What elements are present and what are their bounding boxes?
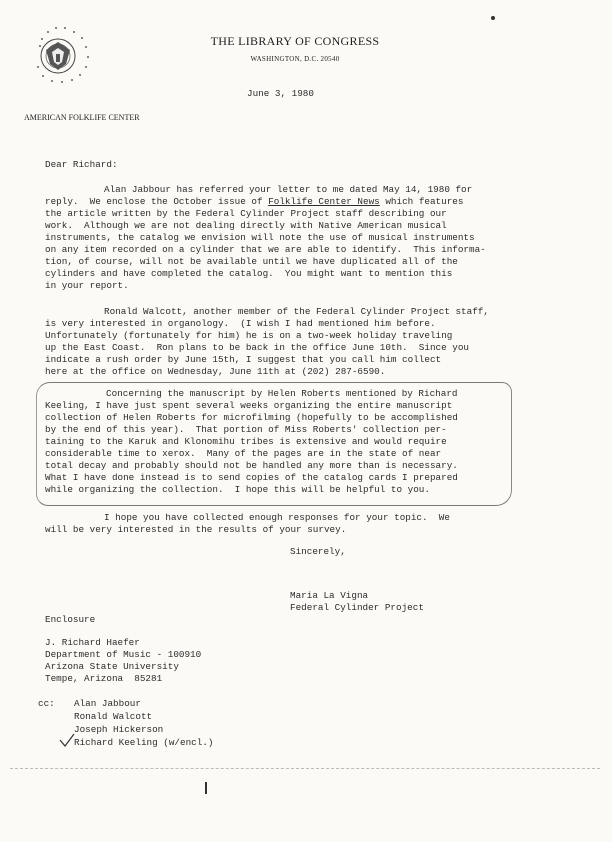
paragraph-4-line: will be very interested in the results of your survey. — [45, 524, 347, 535]
ink-spot — [491, 16, 495, 20]
paragraph-1-line: tion, of course, will not be available until we have duplicated all of the — [45, 256, 458, 267]
paragraph-1-line: instruments, the catalog we envision will note the use of musical instruments — [45, 232, 475, 243]
paragraph-2-line: is very interested in organology. (I wish I had mentioned him before. — [45, 318, 436, 329]
salutation: Dear Richard: — [45, 159, 118, 170]
paragraph-4-line: I hope you have collected enough responses for your topic. We — [104, 512, 450, 523]
letterhead-institution: THE LIBRARY OF CONGRESS — [210, 34, 380, 48]
cc-label: cc: — [38, 698, 55, 709]
paragraph-1-line: on any item recorded on a cylinder that we are able to identify. This informa- — [45, 244, 486, 255]
signer-title: Federal Cylinder Project — [290, 602, 424, 613]
newsletter-title: Folklife Center News — [268, 196, 380, 207]
letterhead-city: WASHINGTON, D.C. 20540 — [250, 55, 340, 63]
paragraph-1-text: reply. We enclose the October issue of — [45, 196, 269, 207]
paragraph-2-line: up the East Coast. Ron plans to be back in the office June 10th. Since you — [45, 342, 470, 353]
paragraph-2-line: here at the office on Wednesday, June 11th at (202) 287-6590. — [45, 366, 386, 377]
address-line: Tempe, Arizona 85281 — [45, 673, 163, 684]
paragraph-3-line: considerable time to xerox. Many of the pages are in the state of near — [45, 448, 442, 459]
paragraph-3-line: collection of Helen Roberts for microfilming (hopefully to be accomplished — [45, 412, 458, 423]
enclosure-note: Enclosure — [45, 614, 96, 625]
paragraph-1-line: Alan Jabbour has referred your letter to me dated May 14, 1980 for — [104, 184, 473, 195]
paragraph-3-line: Concerning the manuscript by Helen Roberts mentioned by Richard — [106, 388, 458, 399]
paragraph-3-line: What I have done instead is to send copies of the catalog cards I prepared — [45, 472, 458, 483]
address-line: Arizona State University — [45, 661, 179, 672]
paragraph-1-line: the article written by the Federal Cylinder Project staff describing our — [45, 208, 447, 219]
cc-name: Alan Jabbour — [74, 698, 141, 709]
cc-name: Richard Keeling (w/encl.) — [74, 737, 214, 748]
paragraph-2-line: indicate a rush order by June 15th, I suggest that you call him collect — [45, 354, 442, 365]
letterhead-department: AMERICAN FOLKLIFE CENTER — [24, 113, 140, 122]
closing: Sincerely, — [290, 546, 346, 557]
paragraph-2-line: Unfortunately (fortunately for him) he is on a two-week holiday traveling — [45, 330, 453, 341]
paragraph-2-line: Ronald Walcott, another member of the Federal Cylinder Project staff, — [104, 306, 489, 317]
paragraph-3-line: Keeling, I have just spent several weeks organizing the entire manuscript — [45, 400, 453, 411]
letter-date: June 3, 1980 — [247, 88, 314, 99]
cc-name: Ronald Walcott — [74, 711, 153, 722]
library-seal-icon — [30, 20, 100, 90]
paragraph-3-line: taining to the Karuk and Klonomihu tribes is extensive and would require — [45, 436, 447, 447]
paragraph-1-text: which features — [379, 196, 464, 207]
fold-line — [10, 768, 600, 769]
checkmark-icon — [58, 732, 76, 748]
ink-mark — [205, 782, 207, 794]
address-line: Department of Music - 100910 — [45, 649, 202, 660]
paragraph-3-line: while organizing the collection. I hope this will be helpful to you. — [45, 484, 430, 495]
paragraph-1-line: cylinders and have completed the catalog. You might want to mention this — [45, 268, 453, 279]
paragraph-1-line: work. Although we are not dealing directly with Native American musical — [45, 220, 447, 231]
signer-name: Maria La Vigna — [290, 590, 369, 601]
paragraph-1-line: in your report. — [45, 280, 129, 291]
paragraph-3-line: by the end of this year). That portion of Miss Roberts' collection per- — [45, 424, 447, 435]
address-line: J. Richard Haefer — [45, 637, 140, 648]
paragraph-3-line: total decay and probably should not be handled any more than is necessary. — [45, 460, 458, 471]
paragraph-1-line — [45, 196, 463, 208]
cc-name: Joseph Hickerson — [74, 724, 164, 735]
